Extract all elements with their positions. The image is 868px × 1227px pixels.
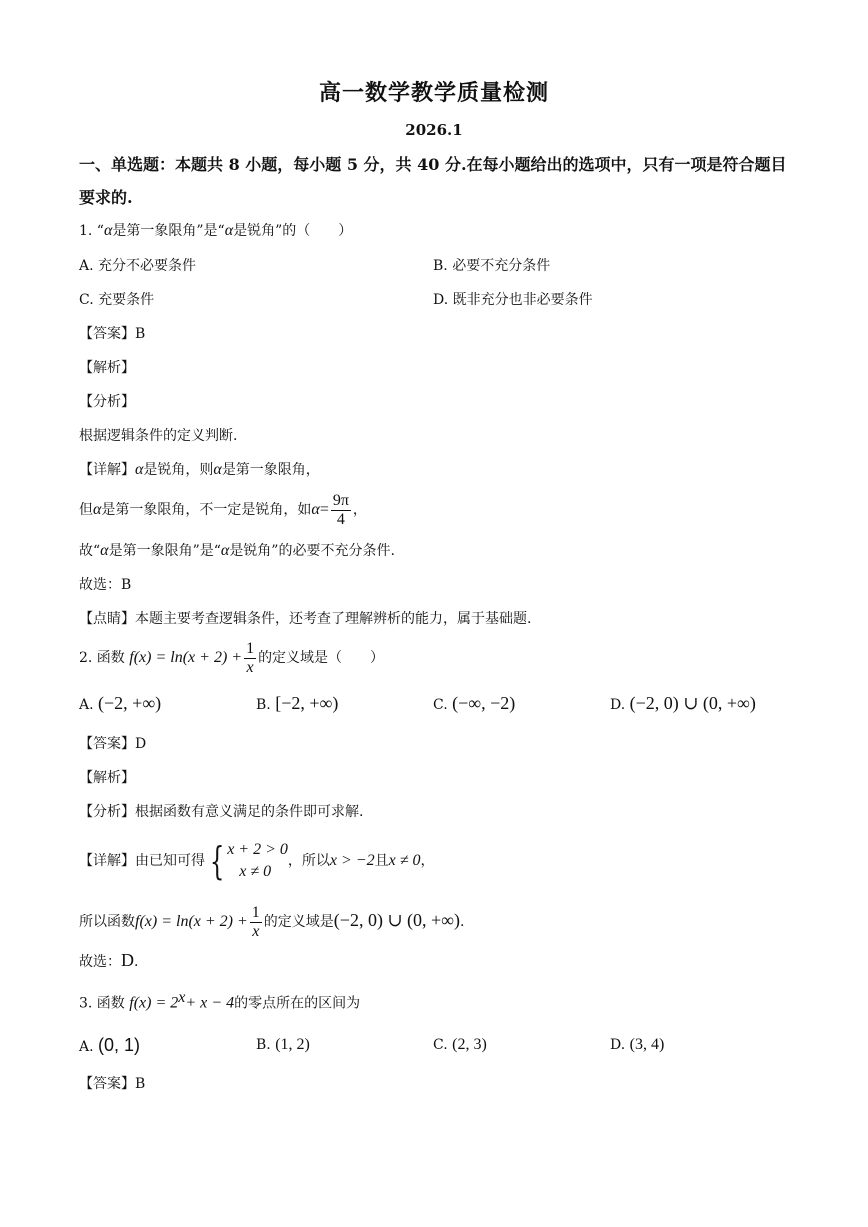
q1-option-d: D. 既非充分也非必要条件 bbox=[433, 292, 593, 308]
fraction-9pi-over-4: $\frac{9\pi}{4}$ bbox=[332, 491, 349, 528]
page-title: 高一数学教学质量检测 bbox=[318, 80, 549, 106]
q2-answer: 【答案】D bbox=[79, 736, 147, 752]
q1-detail-line3: 故“α是第一象限角”是“α是锐角”的必要不充分条件. bbox=[79, 542, 395, 559]
q2-detail-line2: 所以函数f(x) = ln(x + 2) + $\frac{1}{x}$ 的定义域是(−2, 0) ∪ (0, +∞). bbox=[79, 903, 465, 940]
section-heading: 一、单选题：本题共 8 小题，每小题 5 分，共 40 分.在每小题给出的选项中，只有一项是符合题目要求的. bbox=[79, 155, 787, 207]
q1-comment: 【点睛】本题主要考查逻辑条件，还考查了理解辨析的能力，属于基础题. bbox=[79, 611, 532, 627]
q1-option-a: A. 充分不必要条件 bbox=[79, 258, 197, 274]
q1-detail-line2: 但α是第一象限角，不一定是锐角，如α= $\frac{9\pi}{4}$ ， bbox=[79, 491, 367, 528]
q1-stem: 1. “α是第一象限角”是“α是锐角”的（ ） bbox=[79, 222, 353, 239]
q1-fenxi-text: 根据逻辑条件的定义判断. bbox=[79, 428, 238, 444]
q1-analysis: 【解析】 bbox=[79, 360, 135, 376]
q2-choose: 故选：D. bbox=[79, 950, 139, 970]
q2-option-b: B. [−2, +∞) bbox=[256, 693, 339, 713]
q2-option-c: C. (−∞, −2) bbox=[433, 693, 516, 713]
inequality-system: x + 2 > 0 x ≠ 0 bbox=[227, 841, 288, 880]
q2-stem: 2. 函数 f(x) = ln(x + 2) + $\frac{1}{x}$ 的定义域是（ ） bbox=[79, 639, 385, 676]
q1-detail: 【详解】α是锐角，则α是第一象限角， bbox=[79, 461, 320, 478]
q1-answer: 【答案】B bbox=[79, 326, 146, 342]
q1-fenxi: 【分析】 bbox=[79, 394, 135, 410]
q3-option-a: A. (0, 1) bbox=[79, 1035, 141, 1055]
q1-option-b: B. 必要不充分条件 bbox=[433, 258, 551, 274]
q2-detail: 【详解】由已知可得 { x + 2 > 0 x ≠ 0 ，所以x > −2且x ≠ 0， bbox=[79, 839, 435, 883]
fraction-1-over-x: $\frac{1}{x}$ bbox=[246, 639, 255, 676]
left-brace: { bbox=[209, 839, 225, 883]
q2-option-a: A. (−2, +∞) bbox=[79, 693, 162, 713]
q3-option-b: B. (1, 2) bbox=[256, 1036, 310, 1053]
q1-option-c: C. 充要条件 bbox=[79, 292, 155, 308]
q3-stem: 3. 函数 $f(x) = 2^x+ x - 4$的零点所在的区间为 bbox=[79, 989, 361, 1012]
q3-answer: 【答案】B bbox=[79, 1076, 146, 1092]
q2-option-d: D. (−2, 0) ∪ (0, +∞) bbox=[610, 693, 756, 713]
q2-analysis: 【解析】 bbox=[79, 770, 135, 786]
fraction-1-over-x-2: $\frac{1}{x}$ bbox=[251, 903, 260, 940]
q3-option-d: D. (3, 4) bbox=[610, 1036, 665, 1053]
q2-fenxi: 【分析】根据函数有意义满足的条件即可求解. bbox=[79, 804, 364, 820]
q3-option-c: C. (2, 3) bbox=[433, 1036, 487, 1053]
exam-date: 2026.1 bbox=[405, 121, 463, 139]
q1-choose: 故选：B bbox=[79, 577, 132, 593]
